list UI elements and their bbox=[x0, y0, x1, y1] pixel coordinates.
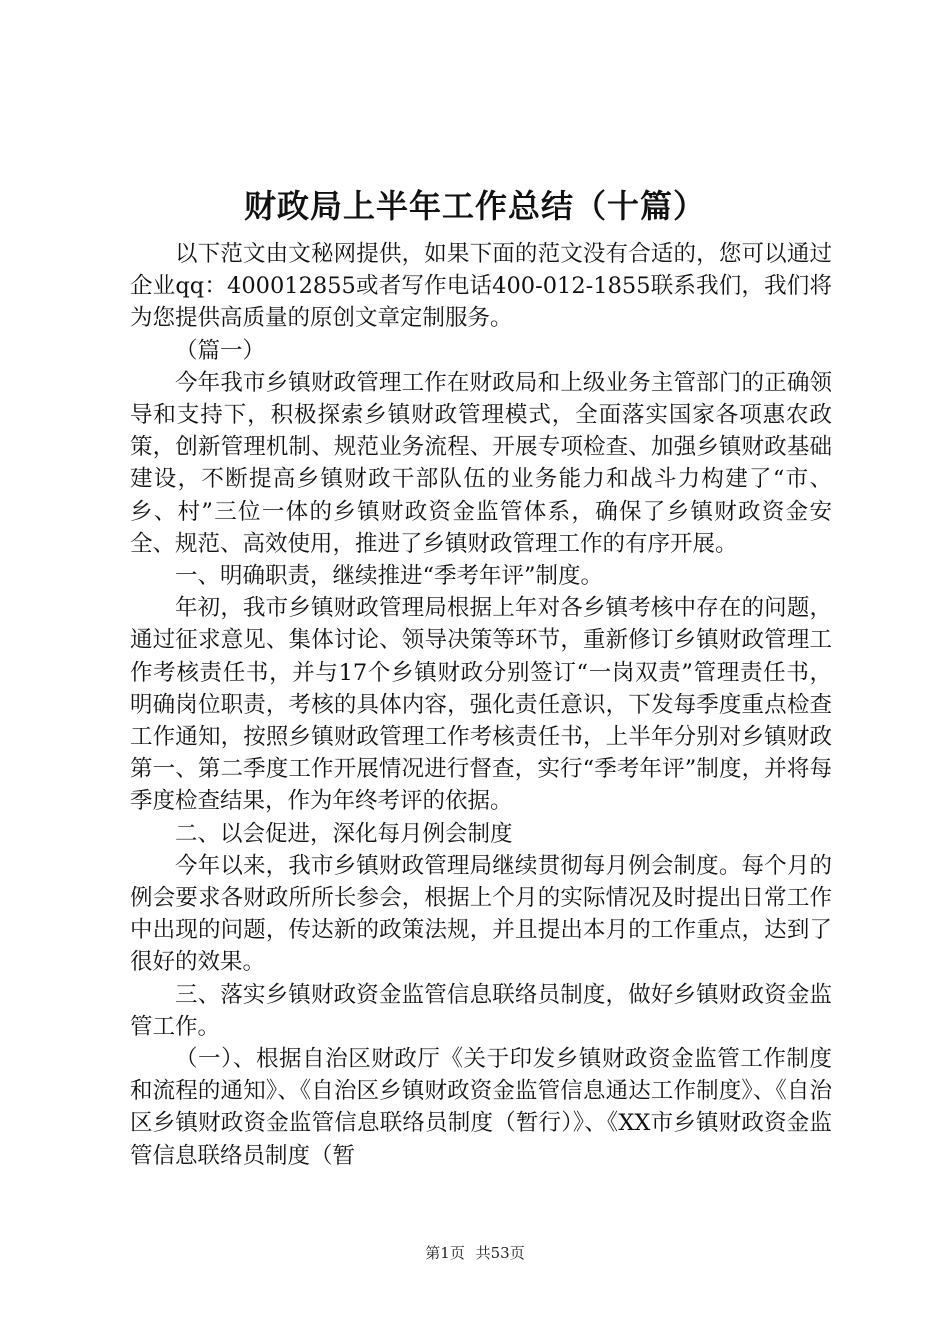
body-paragraph: 年初，我市乡镇财政管理局根据上年对各乡镇考核中存在的问题，通过征求意见、集体讨论、领导决策等环节，重新修订乡镇财政管理工作考核责任书，并与17个乡镇财政分别签订“一岗双责”管理责任书，明确岗位职责，考核的具体内容，强化责任意识，下发每季度重点检查工作通知，按照乡镇财政管理工作考核责任书，上半年分别对乡镇财政第一、第二季度工作开展情况进行督查，实行“季考年评”制度，并将每季度检查结果，作为年终考评的依据。 bbox=[130, 595, 832, 815]
document-body bbox=[130, 238, 832, 1172]
section-label: （篇一） bbox=[175, 337, 266, 364]
page-footer bbox=[0, 1243, 950, 1263]
body-paragraph: （一）、根据自治区财政厅《关于印发乡镇财政资金监管工作制度和流程的通知》、《自治区乡镇财政资金监管信息通达工作制度》、《自治区乡镇财政资金监管信息联络员制度（暂行）》、《XX市乡镇财政资金监管信息联络员制度（暂 bbox=[130, 1046, 832, 1169]
section-heading: 二、以会促进，深化每月例会制度 bbox=[175, 820, 513, 847]
section-heading: 一、明确职责，继续推进“季考年评”制度。 bbox=[175, 563, 604, 590]
page-number: 第1页 bbox=[425, 1244, 465, 1262]
document-title: 财政局上半年工作总结（十篇） bbox=[243, 187, 706, 225]
body-paragraph: 今年我市乡镇财政管理工作在财政局和上级业务主管部门的正确领导和支持下，积极探索乡镇财政管理模式，全面落实国家各项惠农政策，创新管理机制、规范业务流程、开展专项检查、加强乡镇财政基础建设，不断提高乡镇财政干部队伍的业务能力和战斗力构建了“市、乡、村”三位一体的乡镇财政资金监管体系，确保了乡镇财政资金安全、规范、高效使用，推进了乡镇财政管理工作的有序开展。 bbox=[130, 369, 832, 557]
intro-paragraph: 以下范文由文秘网提供，如果下面的范文没有合适的，您可以通过企业qq：400012855或者写作电话400-012-1855联系我们，我们将为您提供高质量的原创文章定制服务。 bbox=[130, 241, 832, 332]
body-paragraph: 今年以来，我市乡镇财政管理局继续贯彻每月例会制度。每个月的例会要求各财政所所长参会，根据上个月的实际情况及时提出日常工作中出现的问题，传达新的政策法规，并且提出本月的工作重点，达到了很好的效果。 bbox=[130, 852, 832, 976]
section-heading: 三、落实乡镇财政资金监管信息联络员制度，做好乡镇财政资金监管工作。 bbox=[130, 981, 832, 1040]
page-total: 共53页 bbox=[475, 1244, 525, 1262]
